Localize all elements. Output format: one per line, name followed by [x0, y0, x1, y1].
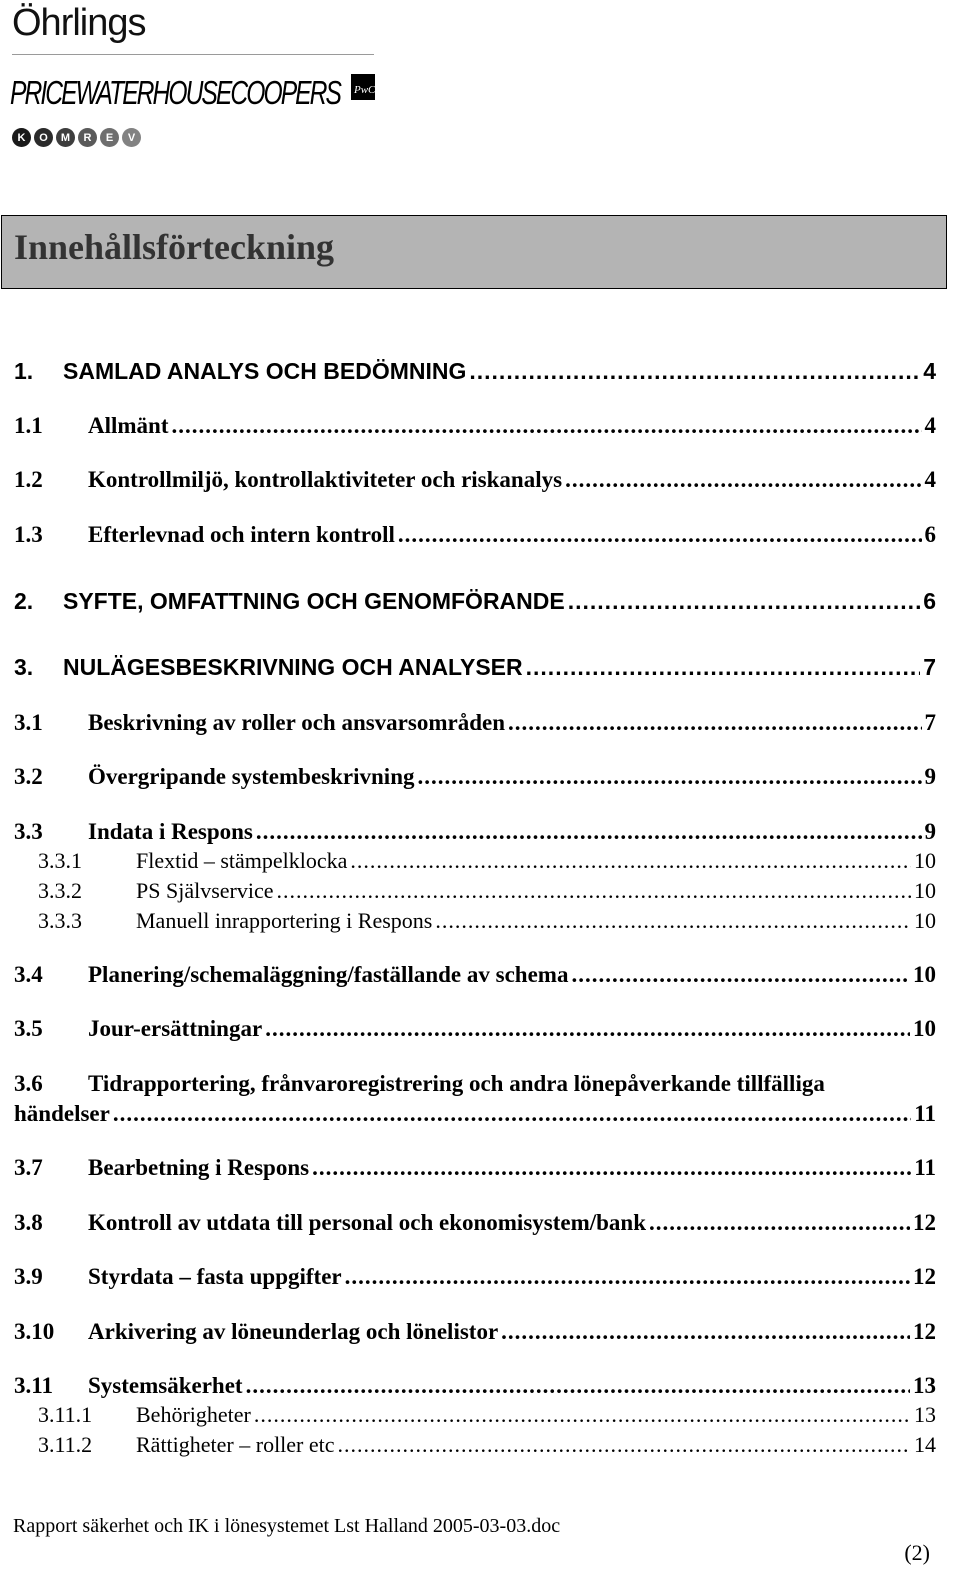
- toc-number: 3.9: [14, 1264, 43, 1289]
- komrev-badge-v: V: [122, 128, 141, 147]
- toc-leader: [435, 908, 911, 934]
- toc-title: PS Självservice: [136, 878, 274, 903]
- toc-number: 1.2: [14, 467, 43, 492]
- toc-leader: [398, 522, 922, 548]
- toc-entry[interactable]: [14, 1373, 936, 1403]
- toc-leader: [649, 1210, 910, 1236]
- toc-entry[interactable]: [14, 1264, 936, 1294]
- toc-page: 12: [913, 1210, 936, 1235]
- toc-leader: [571, 962, 910, 988]
- toc-number: 1.3: [14, 522, 43, 547]
- toc-entry[interactable]: [14, 1016, 936, 1046]
- toc-number: 3.11: [14, 1373, 53, 1398]
- toc-entry[interactable]: [14, 1319, 936, 1349]
- toc-leader: [526, 654, 921, 681]
- header-divider: [12, 54, 374, 55]
- toc-number: 3.5: [14, 1016, 43, 1041]
- toc-leader: [312, 1155, 911, 1181]
- toc-leader: [350, 848, 911, 874]
- komrev-badges: [12, 128, 141, 147]
- toc-number: 3.11.2: [38, 1432, 93, 1457]
- komrev-badge-r: R: [78, 128, 97, 147]
- toc-page: 9: [924, 819, 936, 844]
- toc-leader: [501, 1319, 910, 1345]
- firm-name: Öhrlings: [12, 2, 146, 44]
- toc-page: 13: [914, 1402, 936, 1427]
- toc-entry[interactable]: [14, 1210, 936, 1240]
- toc-page: 6: [923, 588, 936, 614]
- toc-page: 4: [924, 413, 936, 438]
- toc-title: Övergripande systembeskrivning: [88, 764, 415, 789]
- toc-page: 10: [913, 1016, 936, 1041]
- toc-title: Tidrapportering, frånvaroregistrering och andra lönepåverkande tillfälliga: [88, 1071, 825, 1096]
- toc-entry[interactable]: [38, 848, 936, 878]
- toc-entry[interactable]: [14, 522, 936, 552]
- toc-title: Indata i Respons: [88, 819, 253, 844]
- toc-number: 3.3.3: [38, 908, 82, 933]
- toc-entry[interactable]: [14, 1155, 936, 1185]
- toc-number: 3.11.1: [38, 1402, 93, 1427]
- svg-text:PRICEWATERHOUSECOOPERS: PRICEWATERHOUSECOOPERS: [10, 74, 342, 111]
- toc-page: 13: [913, 1373, 936, 1398]
- toc-title: Planering/schemaläggning/faställande av schema: [88, 962, 569, 987]
- komrev-badge-m: M: [56, 128, 75, 147]
- toc-title: Behörigheter: [136, 1402, 251, 1427]
- toc-number: 3.1: [14, 710, 43, 735]
- toc-leader: [565, 467, 921, 493]
- toc-title: Allmänt: [88, 413, 169, 438]
- toc-title: SAMLAD ANALYS OCH BEDÖMNING: [63, 358, 467, 384]
- toc-leader: [345, 1264, 910, 1290]
- toc-number: 3.10: [14, 1319, 55, 1344]
- toc-entry[interactable]: [38, 1432, 936, 1462]
- toc-entry[interactable]: [14, 710, 936, 740]
- toc-title: NULÄGESBESKRIVNING OCH ANALYSER: [63, 654, 523, 680]
- toc-leader: [113, 1101, 911, 1127]
- toc-page: 14: [914, 1432, 936, 1457]
- toc-page: 7: [923, 654, 936, 680]
- toc-entry[interactable]: [14, 654, 936, 684]
- toc-page: 10: [914, 848, 936, 873]
- toc-page: 12: [913, 1319, 936, 1344]
- footer-page-number: (2): [904, 1540, 930, 1565]
- toc-page: 10: [914, 878, 936, 903]
- toc-title: Systemsäkerhet: [88, 1373, 243, 1398]
- toc-entry[interactable]: [14, 962, 936, 992]
- toc-leader: [277, 878, 912, 904]
- toc-entry[interactable]: [14, 1071, 936, 1131]
- toc-page: 6: [924, 522, 936, 547]
- komrev-badge-e: E: [100, 128, 119, 147]
- toc-title: Kontroll av utdata till personal och ekonomisystem/bank: [88, 1210, 647, 1235]
- toc-entry[interactable]: [14, 467, 936, 497]
- toc-page: 4: [923, 358, 936, 384]
- toc-number: 1.1: [14, 413, 43, 438]
- toc-number: 3.: [14, 654, 34, 680]
- toc-title-continued: händelser: [14, 1101, 110, 1126]
- toc-leader: [246, 1373, 910, 1399]
- toc-number: 3.3.2: [38, 878, 82, 903]
- toc-page: 7: [924, 710, 936, 735]
- toc-entry[interactable]: [14, 819, 936, 849]
- toc-page: 11: [914, 1101, 936, 1126]
- toc-page: 12: [913, 1264, 936, 1289]
- toc-page: 9: [924, 764, 936, 789]
- toc-number: 3.4: [14, 962, 43, 987]
- toc-title: Kontrollmiljö, kontrollaktiviteter och riskanalys: [88, 467, 563, 492]
- toc-title: Arkivering av löneunderlag och lönelistor: [88, 1319, 499, 1344]
- toc-entry[interactable]: [14, 358, 936, 388]
- toc-title-box: [1, 215, 947, 289]
- toc-title: SYFTE, OMFATTNING OCH GENOMFÖRANDE: [63, 588, 565, 614]
- komrev-badge-k: K: [12, 128, 31, 147]
- toc-leader: [568, 588, 920, 615]
- toc-number: 3.7: [14, 1155, 43, 1180]
- toc-number: 3.2: [14, 764, 43, 789]
- toc-entry[interactable]: [14, 588, 936, 618]
- toc-title: Bearbetning i Respons: [88, 1155, 310, 1180]
- toc-number: 2.: [14, 588, 34, 614]
- toc-entry[interactable]: [38, 1402, 936, 1432]
- toc-entry[interactable]: [38, 908, 936, 938]
- page-title: Innehållsförteckning: [14, 227, 335, 267]
- toc-page: 10: [914, 908, 936, 933]
- toc-number: 1.: [14, 358, 34, 384]
- toc-number: 3.6: [14, 1071, 43, 1096]
- toc-title: Manuell inrapportering i Respons: [136, 908, 433, 933]
- toc-entry[interactable]: [14, 764, 936, 794]
- pwc-logo: [8, 66, 380, 119]
- toc-page: 4: [924, 467, 936, 492]
- toc-leader: [265, 1016, 910, 1042]
- toc-leader: [417, 764, 921, 790]
- toc-number: 3.3.1: [38, 848, 82, 873]
- toc-number: 3.3: [14, 819, 43, 844]
- toc-page: 10: [913, 962, 936, 987]
- toc-title: Styrdata – fasta uppgifter: [88, 1264, 342, 1289]
- toc-entry[interactable]: [14, 413, 936, 443]
- komrev-badge-o: O: [34, 128, 53, 147]
- toc-leader: [256, 819, 922, 845]
- toc-leader: [254, 1402, 911, 1428]
- toc-leader: [469, 358, 920, 385]
- toc-entry[interactable]: [38, 878, 936, 908]
- toc-title: Rättigheter – roller etc: [136, 1432, 335, 1457]
- toc-title: Beskrivning av roller och ansvarsområden: [88, 710, 505, 735]
- toc-title: Flextid – stämpelklocka: [136, 848, 348, 873]
- toc-leader: [172, 413, 922, 439]
- toc-title: Jour-ersättningar: [88, 1016, 263, 1041]
- toc-leader: [338, 1432, 911, 1458]
- footer-document-name: Rapport säkerhet och IK i lönesystemet Lst Halland 2005-03-03.doc: [13, 1515, 561, 1537]
- svg-text:PwC: PwC: [354, 84, 376, 96]
- toc-leader: [508, 710, 922, 736]
- toc-page: 11: [914, 1155, 936, 1180]
- toc-number: 3.8: [14, 1210, 43, 1235]
- toc-title: Efterlevnad och intern kontroll: [88, 522, 395, 547]
